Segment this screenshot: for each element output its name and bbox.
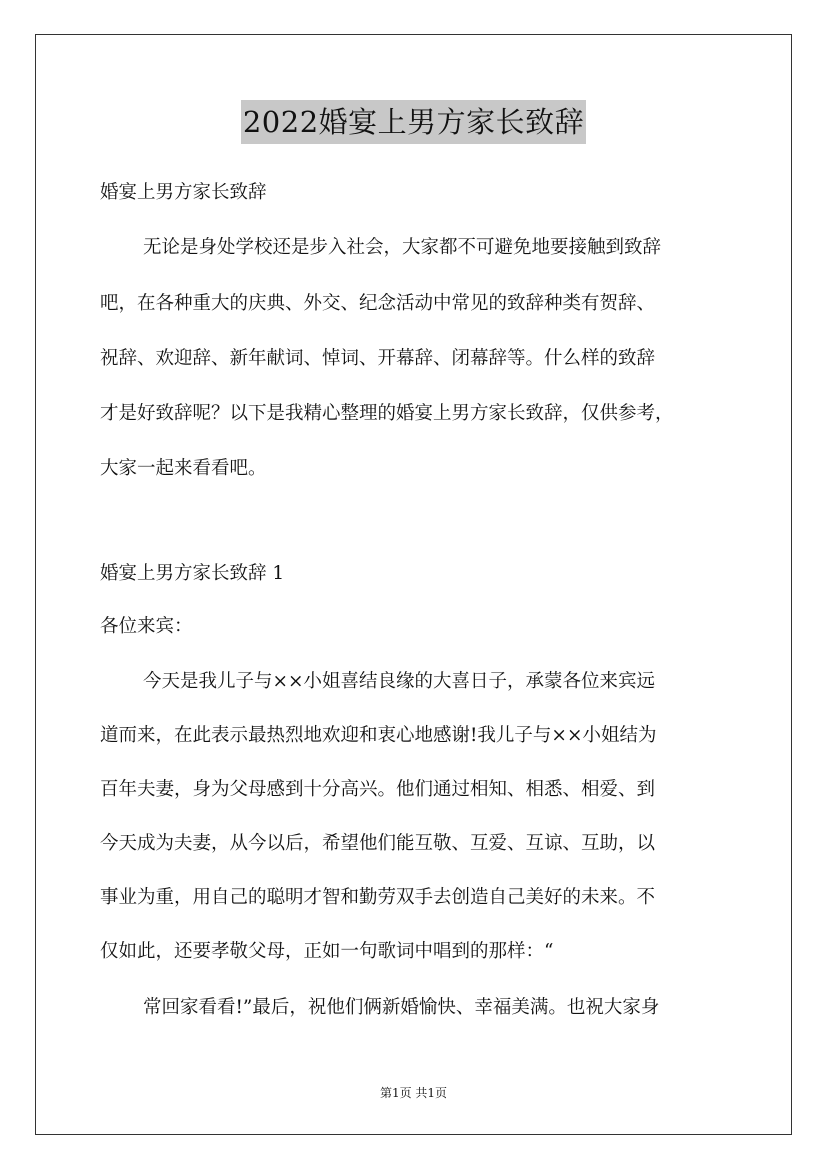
intro-line: 吧，在各种重大的庆典、外交、纪念活动中常见的致辞种类有贺辞、: [100, 293, 656, 314]
body-line: 事业为重，用自己的聪明才智和勤劳双手去创造自己美好的未来。不: [100, 887, 656, 908]
body-line: 今天成为夫妻，从今以后，希望他们能互敬、互爱、互谅、互助，以: [100, 833, 656, 854]
section-heading: 婚宴上男方家长致辞 1: [100, 563, 285, 584]
body-line: 道而来，在此表示最热烈地欢迎和衷心地感谢!我儿子与××小姐结为: [100, 725, 657, 746]
body-line: 仅如此，还要孝敬父母，正如一句歌词中唱到的那样：“: [100, 941, 554, 962]
intro-line: 祝辞、欢迎辞、新年献词、悼词、开幕辞、闭幕辞等。什么样的致辞: [100, 348, 656, 369]
title-container: [0, 100, 827, 144]
body-line: 百年夫妻，身为父母感到十分高兴。他们通过相知、相悉、相爱、到: [100, 779, 656, 800]
body-line: 今天是我儿子与××小姐喜结良缘的大喜日子，承蒙各位来宾远: [143, 671, 656, 692]
intro-line: 无论是身处学校还是步入社会，大家都不可避免地要接触到致辞: [143, 237, 662, 258]
document-heading: 婚宴上男方家长致辞: [100, 182, 267, 203]
intro-line: 大家一起来看看吧。: [100, 458, 267, 479]
body-line: 常回家看看!”最后，祝他们俩新婚愉快、幸福美满。也祝大家身: [143, 997, 660, 1018]
document-title: 2022婚宴上男方家长致辞: [241, 100, 586, 144]
page-number-footer: 第1页 共1页: [379, 1086, 448, 1100]
intro-line: 才是好致辞呢？以下是我精心整理的婚宴上男方家长致辞，仅供参考，: [100, 403, 674, 424]
salutation: 各位来宾：: [100, 616, 193, 637]
